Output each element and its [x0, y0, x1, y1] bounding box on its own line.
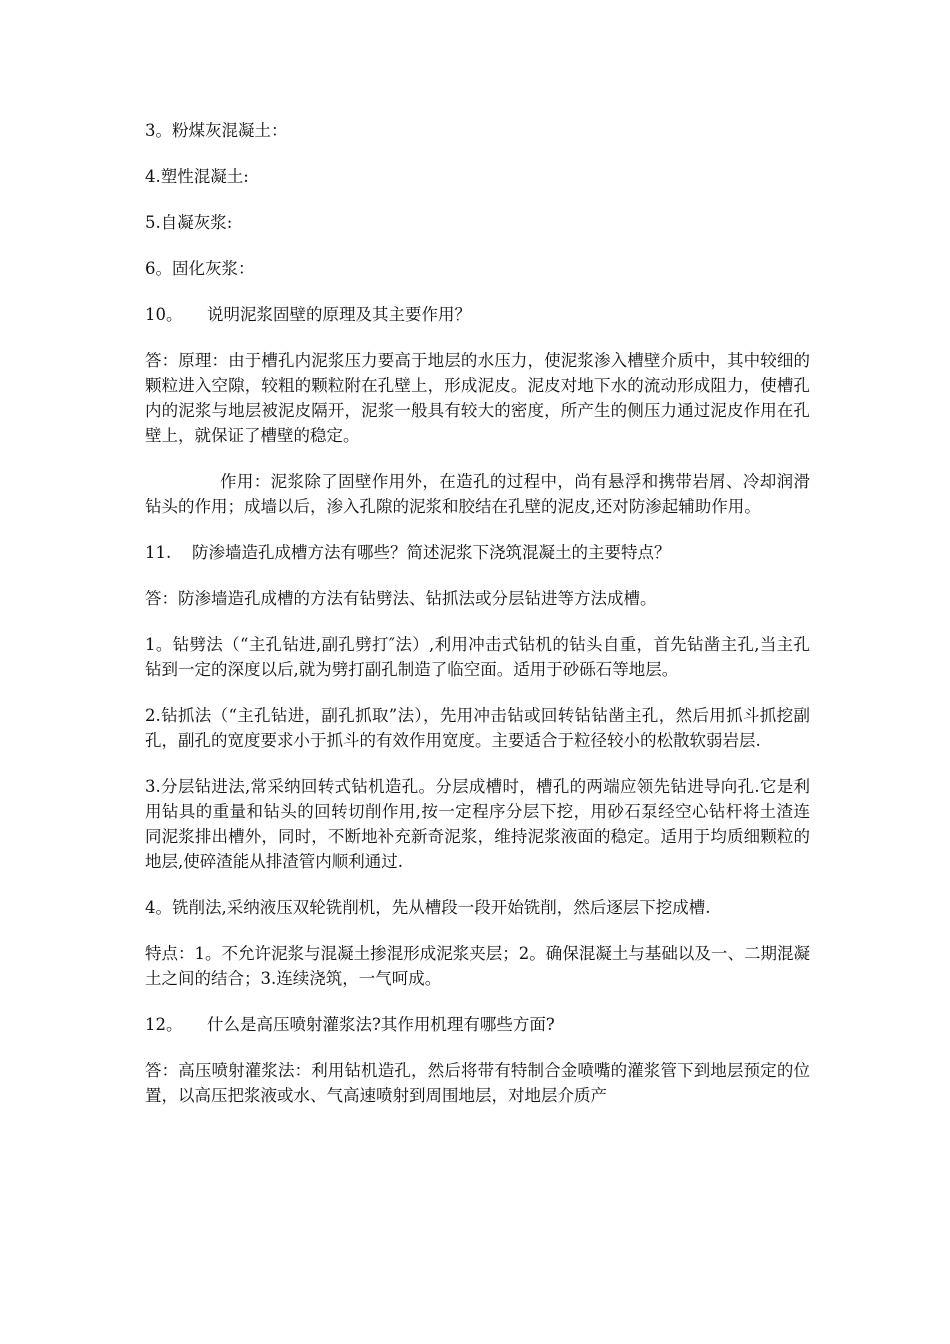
- answer-11-features: 特点：1。不允许泥浆与混凝土掺混形成泥浆夹层；2。确保混凝土与基础以及一、二期混凝土之间的结合；3.连续浇筑，一气呵成。: [145, 944, 810, 988]
- document-page: [145, 118, 810, 1129]
- question-11-text: 防渗墙造孔成槽方法有哪些？简述泥浆下浇筑混凝土的主要特点？: [192, 543, 671, 562]
- question-12: [145, 1012, 810, 1037]
- answer-11-method-4: 4。铣削法,采纳液压双轮铣削机，先从槽段一段开始铣削，然后逐层下挖成槽.: [145, 898, 711, 917]
- answer-11-method-2: 2.钻抓法（“主孔钻进，副孔抓取”法），先用冲击钻或回转钻钻凿主孔，然后用抓斗抓挖副孔，副孔的宽度要求小于抓斗的有效作用宽度。主要适合于粒径较小的松散软弱岩层.: [145, 706, 810, 750]
- answer-12: 答：高压喷射灌浆法：利用钻机造孔，然后将带有特制合金喷嘴的灌浆管下到地层预定的位置，以高压把浆液或水、气高速喷射到周围地层，对地层介质产: [145, 1061, 810, 1105]
- question-10: [145, 302, 810, 327]
- question-11-number: 11.: [145, 543, 172, 562]
- item-solidified-grout: 6。固化灰浆：: [145, 259, 255, 278]
- answer-11-method-1: 1。钻劈法（“主孔钻进,副孔劈打″法）,利用冲击式钻机的钻头自重，首先钻凿主孔,当主孔钻到一定的深度以后,就为劈打副孔制造了临空面。适用于砂砾石等地层。: [145, 635, 810, 679]
- question-11: [145, 540, 810, 565]
- question-12-text: 什么是高压喷射灌浆法?其作用机理有哪些方面?: [207, 1015, 555, 1034]
- question-12-number: 12。: [145, 1015, 183, 1034]
- answer-10-principle: 答：原理：由于槽孔内泥浆压力要高于地层的水压力，使泥浆渗入槽壁介质中，其中较细的颗粒进入空隙，较粗的颗粒附在孔壁上，形成泥皮。泥皮对地下水的流动形成阻力，使槽孔内的泥浆与地层被泥皮隔开，泥浆一般具有较大的密度，所产生的侧压力通过泥皮作用在孔壁上，就保证了槽壁的稳定。: [145, 351, 810, 445]
- item-plastic-concrete: 4.塑性混凝土:: [145, 167, 249, 186]
- item-fly-ash-concrete: 3。粉煤灰混凝土：: [145, 121, 288, 140]
- answer-10-function: 作用：泥浆除了固壁作用外，在造孔的过程中，尚有悬浮和携带岩屑、冷却润滑钻头的作用；成墙以后，渗入孔隙的泥浆和胶结在孔壁的泥皮,还对防渗起辅助作用。: [145, 472, 810, 516]
- question-10-number: 10。: [145, 305, 183, 324]
- answer-11-method-3: 3.分层钻进法,常采纳回转式钻机造孔。分层成槽时，槽孔的两端应领先钻进导向孔.它是利用钻具的重量和钻头的回转切削作用,按一定程序分层下挖，用砂石泵经空心钻杆将土渣连同泥浆排出槽外，同时，不断地补充新奇泥浆，维持泥浆液面的稳定。适用于均质细颗粒的地层,使碎渣能从排渣管内顺利通过.: [145, 777, 810, 871]
- answer-11-intro: 答：防渗墙造孔成槽的方法有钻劈法、钻抓法或分层钻进等方法成槽。: [145, 589, 657, 608]
- question-10-text: 说明泥浆固壁的原理及其主要作用？: [207, 305, 471, 324]
- item-self-setting-grout: 5.自凝灰浆:: [145, 213, 233, 232]
